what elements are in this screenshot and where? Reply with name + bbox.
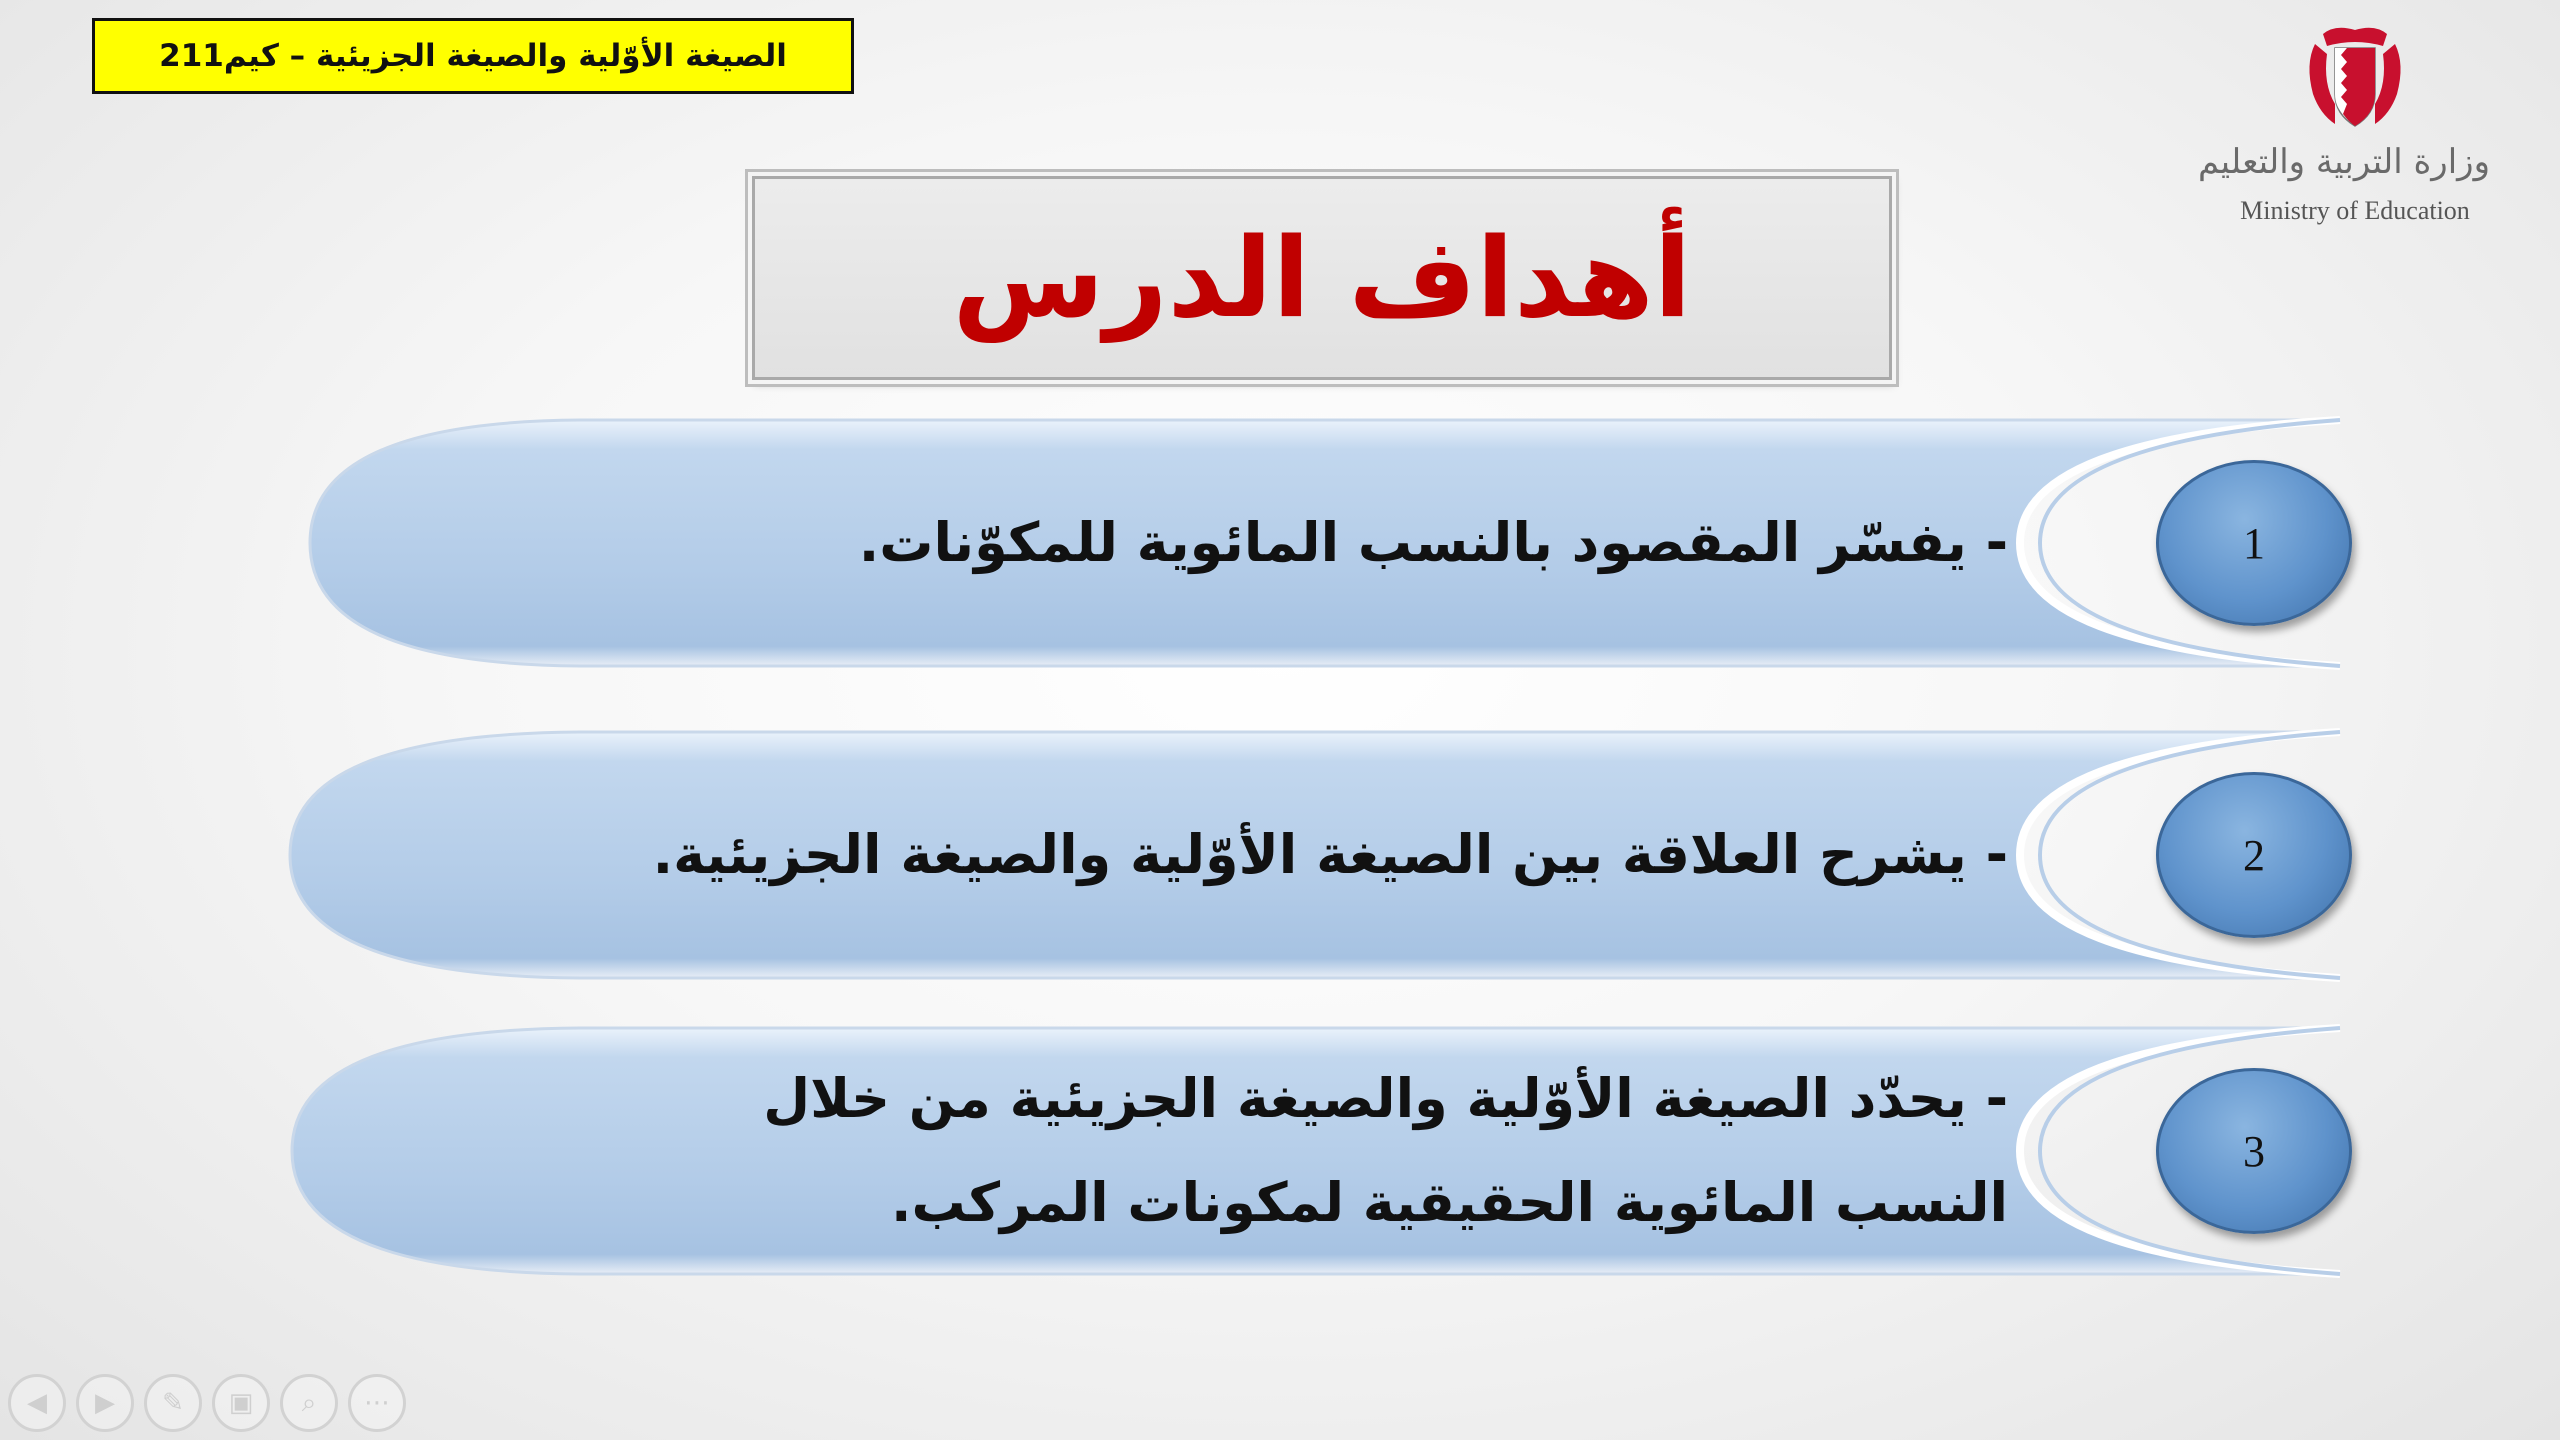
pen-icon[interactable]: ✎	[144, 1374, 202, 1432]
objective-line: النسب المائوية الحقيقية لمكونات المركب.	[890, 1171, 2008, 1234]
objective-text	[508, 720, 2008, 990]
objective-number-badge: 1	[2156, 460, 2352, 626]
bahrain-emblem-icon	[2305, 24, 2405, 134]
zoom-icon[interactable]: ⌕	[280, 1374, 338, 1432]
objective-number-badge: 3	[2156, 1068, 2352, 1234]
ministry-logo	[2198, 24, 2490, 234]
slide-title: أهداف الدرس	[952, 214, 1692, 342]
next-icon[interactable]: ▶	[76, 1374, 134, 1432]
objective-item	[280, 1016, 2380, 1286]
objective-text	[508, 408, 2008, 678]
ministry-arabic-name: وزارة التربية والتعليم	[2198, 142, 2490, 182]
more-icon[interactable]: ⋯	[348, 1374, 406, 1432]
course-tag: الصيغة الأوّلية والصيغة الجزيئية – كيم211	[92, 18, 854, 94]
objective-line: - يشرح العلاقة بين الصيغة الأوّلية والصيغة الجزيئية.	[652, 823, 2008, 886]
objective-item	[280, 720, 2380, 990]
slideshow-controls	[8, 1374, 406, 1436]
previous-icon[interactable]: ◀	[8, 1374, 66, 1432]
objective-text	[508, 1016, 2008, 1286]
objective-number-badge: 2	[2156, 772, 2352, 938]
objective-line: - يفسّر المقصود بالنسب المائوية للمكوّنات.	[858, 511, 2008, 574]
objective-line: - يحدّد الصيغة الأوّلية والصيغة الجزيئية من خلال	[763, 1067, 2008, 1130]
ministry-english-name: Ministry of Education	[2240, 196, 2470, 225]
title-box	[752, 176, 1892, 380]
objective-item	[280, 408, 2380, 678]
slides-icon[interactable]: ▣	[212, 1374, 270, 1432]
